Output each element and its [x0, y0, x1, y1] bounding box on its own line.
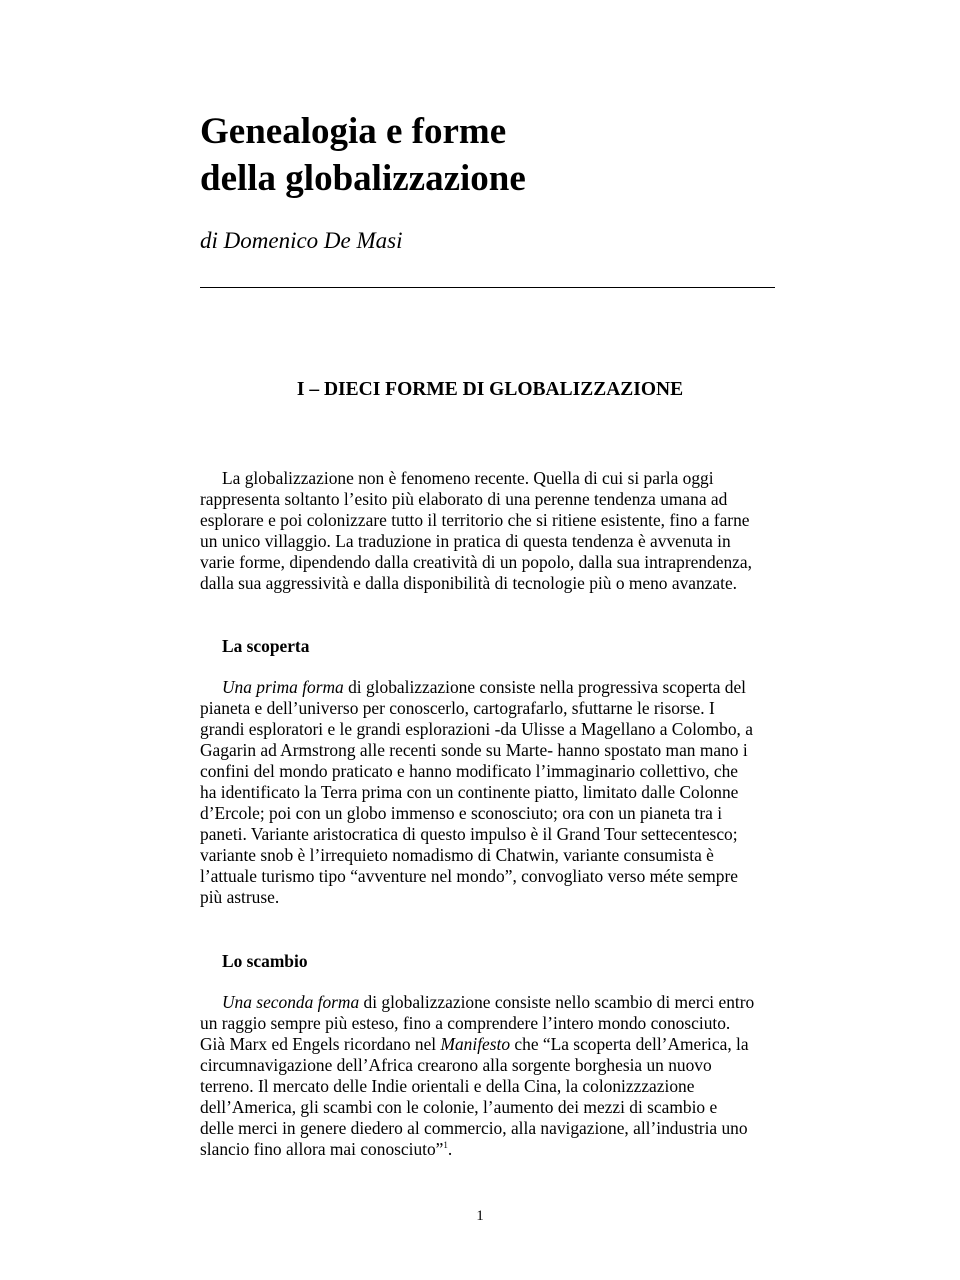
section2-paragraph: [200, 992, 785, 1160]
section-heading-la-scoperta: La scoperta: [222, 636, 310, 656]
text-line: delle merci in genere diedero al commercio, alla navigazione, all’industria uno: [200, 1118, 748, 1138]
chapter-heading: I – DIECI FORME DI GLOBALIZZAZIONE: [296, 379, 684, 400]
italic-lead: Una seconda forma: [222, 992, 360, 1012]
text-line: pianeta e dell’universo per conoscerlo, cartografarlo, sfuttarne le risorse. I: [200, 698, 715, 718]
text-line: Una prima forma di globalizzazione consiste nella progressiva scoperta del: [222, 677, 747, 697]
text-line: Già Marx ed Engels ricordano nel Manifesto che “La scoperta dell’America, la: [200, 1034, 749, 1054]
text-line: Una seconda forma di globalizzazione consiste nello scambio di merci entro: [222, 992, 755, 1012]
text-line: slancio fino allora mai conosciuto”$^1$.: [200, 1139, 453, 1159]
text-line: rappresenta soltanto l’esito più elaborato di una perenne tendenza umana ad: [200, 489, 728, 509]
horizontal-divider: [200, 287, 775, 288]
text-line: confini del mondo praticato e hanno modificato l’immaginario collettivo, che: [200, 761, 738, 781]
text-line: paneti. Variante aristocratica di questo impulso è il Grand Tour settecentesco;: [200, 824, 738, 844]
text-line: più astruse.: [200, 887, 280, 907]
section1-paragraph: [200, 677, 785, 908]
intro-paragraph: [200, 468, 785, 594]
text-line: terreno. Il mercato delle Indie orientali e della Cina, la colonizzzazione: [200, 1076, 695, 1096]
footnote-ref[interactable]: 1: [443, 1140, 448, 1151]
text-line: dalla sua aggressività e dalla disponibilità di tecnologie più o meno avanzate.: [200, 573, 738, 593]
italic-lead: Una prima forma: [222, 677, 344, 697]
section-heading-lo-scambio: Lo scambio: [222, 951, 308, 971]
text-line: variante snob è l’irrequieto nomadismo di Chatwin, variante consumista è: [200, 845, 714, 865]
text-line: l’attuale turismo tipo “avventure nel mondo”, convogliato verso méte sempre: [200, 866, 738, 886]
text-line: grandi esploratori e le grandi esplorazioni -da Ulisse a Magellano a Colombo, a: [200, 719, 753, 739]
text-line: circumnavigazione dell’Africa crearono alla sorgente borghesia un nuovo: [200, 1055, 712, 1075]
text-line: un raggio sempre più esteso, fino a comprendere l’intero mondo conosciuto.: [200, 1013, 731, 1033]
text-line: ha identificato la Terra prima con un continente piatto, limitato dalle Colonne: [200, 782, 739, 802]
text-line: Gagarin ad Armstrong alle recenti sonde su Marte- hanno spostato man mano i: [200, 740, 748, 760]
text-line: esplorare e poi colonizzare tutto il territorio che si ritiene esistente, fino a farne: [200, 510, 750, 530]
italic-title: Manifesto: [440, 1034, 511, 1054]
title-line-1: Genealogia e forme: [200, 111, 507, 152]
page-number: 1: [476, 1208, 484, 1224]
author-byline: di Domenico De Masi: [200, 228, 403, 253]
text-line: d’Ercole; poi con un globo immenso e sconosciuto; ora con un pianeta tra i: [200, 803, 723, 823]
text-line: un unico villaggio. La traduzione in pratica di questa tendenza è avvenuta in: [200, 531, 731, 551]
text-line: varie forme, dipendendo dalla creatività di un popolo, dalla sua intraprendenza,: [200, 552, 752, 572]
title-line-2: della globalizzazione: [200, 158, 526, 199]
document-title: [200, 108, 820, 202]
text-line: La globalizzazione non è fenomeno recente. Quella di cui si parla oggi: [222, 468, 714, 488]
text-line: dell’America, gli scambi con le colonie, l’aumento dei mezzi di scambio e: [200, 1097, 718, 1117]
